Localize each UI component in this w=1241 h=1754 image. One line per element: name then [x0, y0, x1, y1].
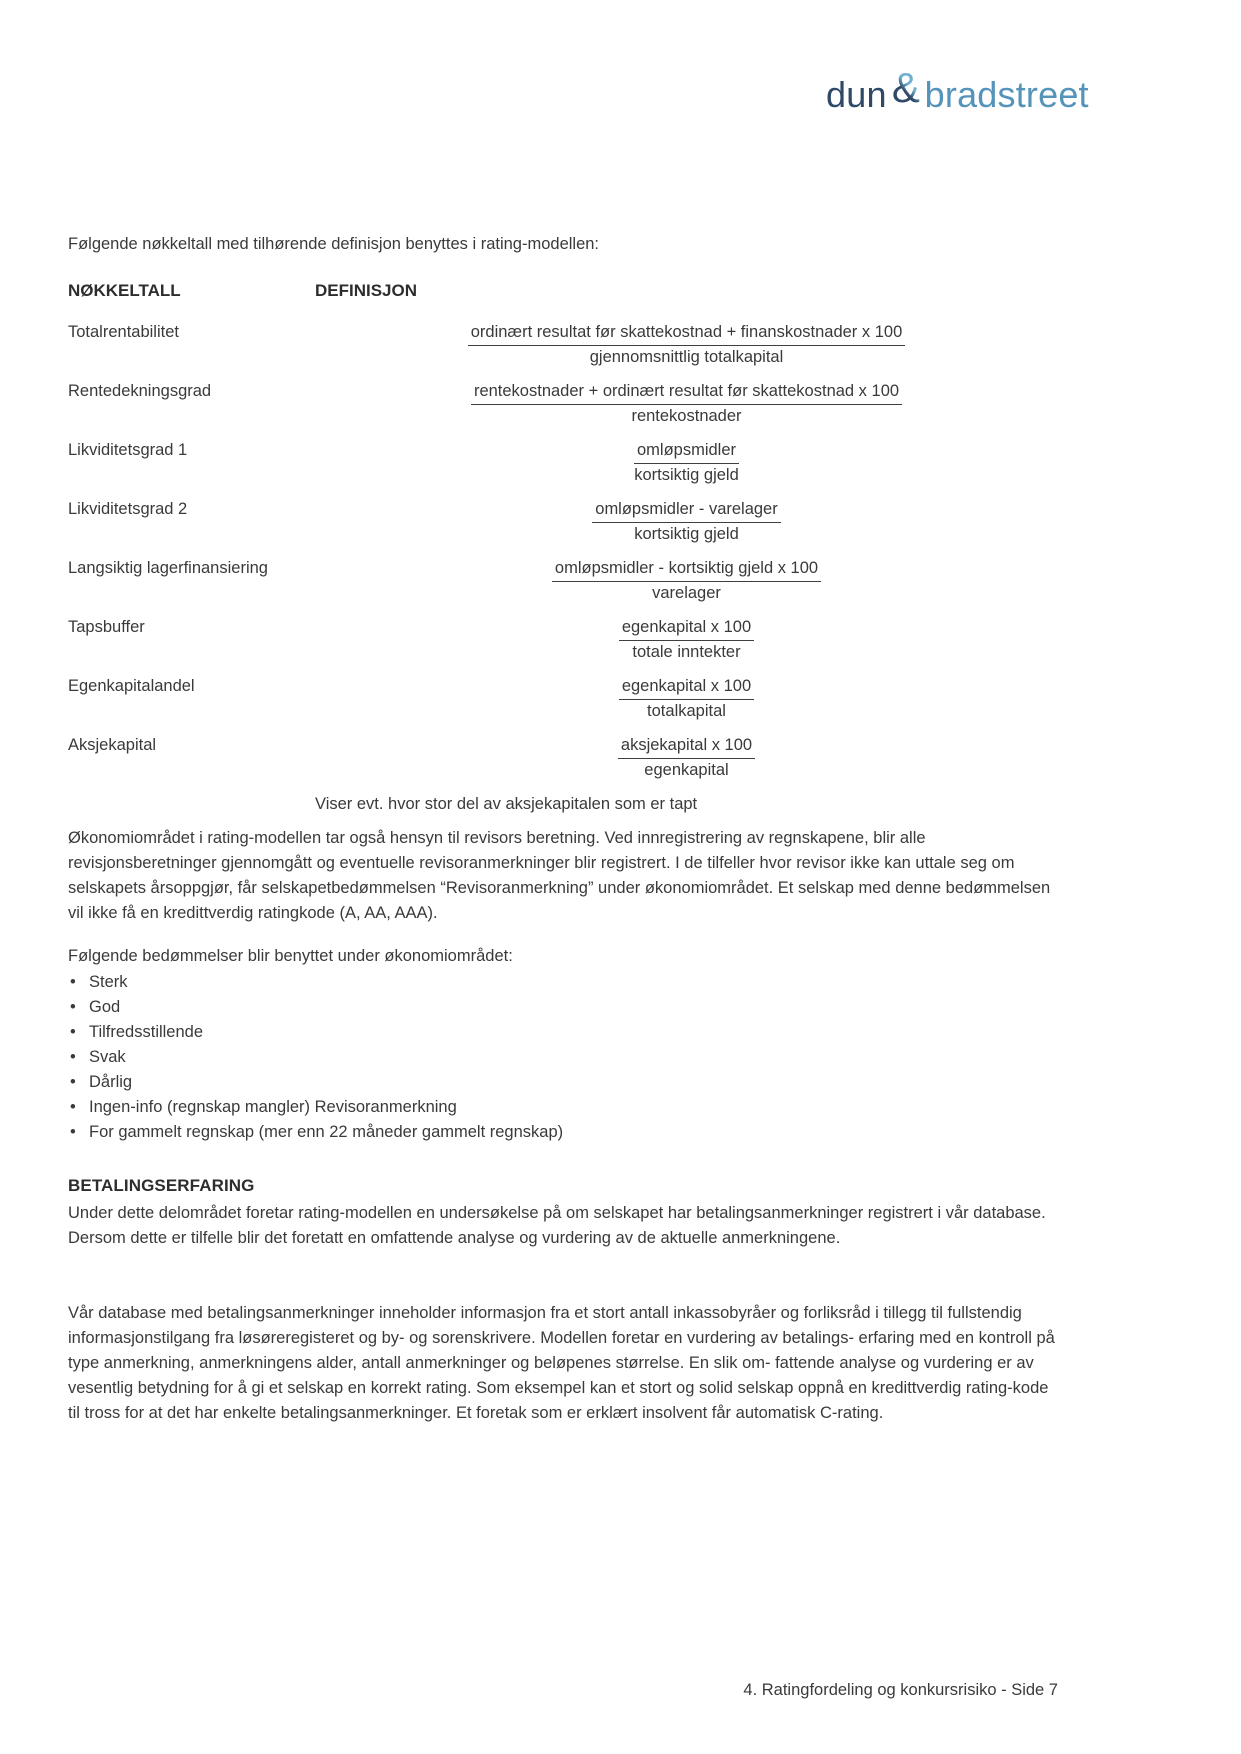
formula-denominator: kortsiktig gjeld [634, 466, 739, 484]
economy-paragraph: Økonomiområdet i rating-modellen tar også hensyn til revisors beretning. Ved innregistrering av regnskapene, blir alle revisjonsberetninger gjennomgått og eventuelle revisoranmerkninger blir registrert. I de tilfeller hvor revisor ikke kan uttale seg om selskapets årsoppgjør, får selskapetbedømmelsen “Revisoranmerkning” under økonomiområdet. Et selskap med denne bedømmelsen vil ikke få en kredittverdig ratingkode (A, AA, AAA). [68, 829, 1051, 922]
list-item: • Svak [68, 1045, 1058, 1070]
formula-fraction [315, 322, 1058, 368]
formula-numerator: egenkapital x 100 [619, 617, 754, 641]
footer-page-label: 4. Ratingfordeling og konkursrisiko - Side 7 [743, 1681, 1058, 1699]
row-label: Rentedekningsgrad [68, 382, 212, 400]
logo-text-dun: dun [826, 73, 887, 115]
formula-denominator: totalkapital [647, 702, 726, 720]
formula-fraction [315, 558, 1058, 604]
formula-fraction [315, 381, 1058, 427]
formula-numerator: aksjekapital x 100 [618, 735, 755, 759]
list-item: • Dårlig [68, 1070, 1058, 1095]
formula-numerator: ordinært resultat før skattekostnad + finanskostnader x 100 [468, 322, 906, 346]
assessments-intro: Følgende bedømmelser blir benyttet under økonomiområdet: [68, 947, 513, 965]
key-figures-table [68, 281, 1058, 815]
table-header-row [68, 281, 1058, 301]
formula-denominator: totale inntekter [632, 643, 741, 661]
formula-denominator: egenkapital [644, 761, 729, 779]
list-item: • Sterk [68, 970, 1058, 995]
column-header-definisjon: DEFINISJON [315, 281, 418, 300]
row-label: Langsiktig lagerfinansiering [68, 559, 268, 577]
row-label: Aksjekapital [68, 736, 157, 754]
svg-text:&: & [891, 66, 920, 110]
formula-denominator: rentekostnader [631, 407, 742, 425]
table-row [68, 617, 1058, 663]
table-row [68, 322, 1058, 368]
formula-denominator: kortsiktig gjeld [634, 525, 739, 543]
formula-numerator: rentekostnader + ordinært resultat før skattekostnad x 100 [471, 381, 902, 405]
intro-text: Følgende nøkkeltall med tilhørende definisjon benyttes i rating-modellen: [68, 235, 600, 253]
list-item: • For gammelt regnskap (mer enn 22 måneder gammelt regnskap) [68, 1120, 1058, 1145]
formula-fraction [315, 499, 1058, 545]
formula-numerator: omløpsmidler [634, 440, 739, 464]
table-row [68, 499, 1058, 545]
row-label: Egenkapitalandel [68, 677, 195, 695]
table-row [68, 676, 1058, 722]
betalingserfaring-heading: BETALINGSERFARING [68, 1176, 255, 1195]
formula-numerator: egenkapital x 100 [619, 676, 754, 700]
list-item: • Tilfredsstillende [68, 1020, 1058, 1045]
formula-numerator: omløpsmidler - kortsiktig gjeld x 100 [552, 558, 821, 582]
formula-fraction [315, 735, 1058, 781]
column-header-nokkeltall: NØKKELTALL [68, 281, 181, 300]
table-row [68, 735, 1058, 781]
formula-numerator: omløpsmidler - varelager [592, 499, 780, 523]
betalingserfaring-paragraph-2: Vår database med betalingsanmerkninger inneholder informasjon fra et stort antall inkassobyråer og forliksråd i tillegg til fullstendig informasjonstilgang fra løsøreregisteret og by- og sorenskrivere. Modellen foretar en vurdering av betalings- erfaring med en kontroll på type anmerkning, anmerkningens alder, antall anmerkninger og beløpenes størrelse. En slik om- fattende analyse og vurdering er av vesentlig betydning for å gi et selskap en korrekt rating. Som eksempel kan et stort og solid selskap oppnå en kredittverdig rating-kode til tross for at det har enkelte betalingsanmerkninger. Et foretak som er erklært insolvent får automatisk C-rating. [68, 1304, 1055, 1422]
row-label: Totalrentabilitet [68, 323, 179, 341]
row-label: Tapsbuffer [68, 618, 145, 636]
formula-fraction [315, 440, 1058, 486]
table-row [68, 381, 1058, 427]
logo-text-bradstreet: bradstreet [924, 73, 1089, 115]
list-item: • Ingen-info (regnskap mangler) Revisoranmerkning [68, 1095, 1058, 1120]
formula-fraction [315, 617, 1058, 663]
formula-fraction [315, 676, 1058, 722]
assessments-list [68, 970, 1058, 1145]
aksjekapital-note: Viser evt. hvor stor del av aksjekapitalen som er tapt [315, 795, 698, 813]
table-row [68, 558, 1058, 604]
formula-denominator: gjennomsnittlig totalkapital [589, 348, 784, 366]
formula-denominator: varelager [652, 584, 721, 602]
row-label: Likviditetsgrad 2 [68, 500, 188, 518]
list-item: • God [68, 995, 1058, 1020]
row-label: Likviditetsgrad 1 [68, 441, 188, 459]
dun-bradstreet-logo [826, 68, 1089, 121]
ampersand-icon [888, 66, 924, 119]
table-row [68, 440, 1058, 486]
betalingserfaring-paragraph-1: Under dette delområdet foretar rating-modellen en undersøkelse på om selskapet har betalingsanmerkninger registrert i vår database. Dersom dette er tilfelle blir det foretatt en omfattende analyse og vurdering av de aktuelle anmerkningene. [68, 1204, 1046, 1247]
